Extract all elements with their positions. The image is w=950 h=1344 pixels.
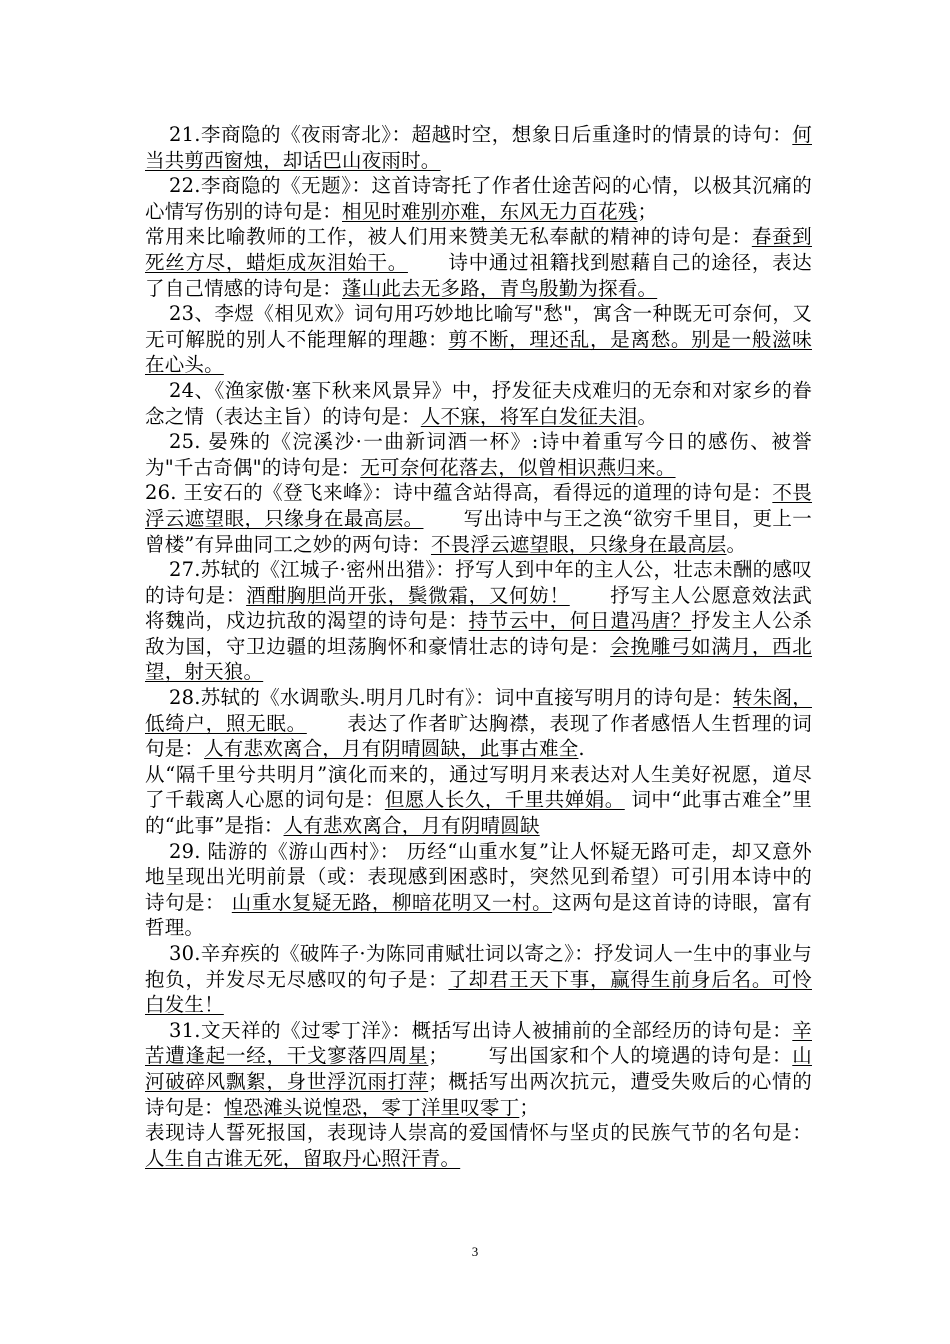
answer-text: 人不寐，将军白发征夫泪 <box>420 404 638 428</box>
question-text: 26. 王安石的《登飞来峰》：诗中蕴含站得高，看得远的道理的诗句是： <box>145 481 773 505</box>
answer-text: 了却君王天下事，赢得生前身后名。可怜白发生！ <box>145 967 812 1017</box>
page-number: 3 <box>471 1244 479 1259</box>
question-text: 。 <box>726 532 747 556</box>
paragraph <box>145 941 812 1018</box>
question-text: 22.李商隐的《无题》：这首诗寄托了作者仕途苦闷的心情，以极其沉痛的心情写伤别的诗句是： <box>145 174 812 223</box>
question-text: 31.文天祥的《过零丁洋》：概括写出诗人被捕前的全部经历的诗句是： <box>169 1018 793 1042</box>
question-text: 词中“此事古难全”里的“此事”是指： <box>145 788 812 838</box>
question-text: ； <box>519 1095 540 1119</box>
paragraph <box>145 1120 812 1171</box>
paragraph <box>145 173 812 224</box>
answer-text: 不畏浮云遮望眼，只缘身在最高层。 <box>145 481 813 530</box>
paragraph <box>145 1018 812 1120</box>
answer-text: 无可奈何花落去，似曾相识燕归来。 <box>360 455 676 479</box>
question-text: 25. 晏殊的《浣溪沙·一曲新词酒一杯》:诗中着重写今日的感伤、被誉为"千古奇偶"的诗句是： <box>145 430 812 479</box>
answer-text: 人生自古谁无死，留取丹心照汗青。 <box>145 1146 461 1170</box>
answer-text: 人有悲欢离合，月有阴晴圆缺，此事古难全 <box>204 737 579 761</box>
question-text: 常用来比喻教师的工作，被人们用来赞美无私奉献的精神的诗句是： <box>145 225 752 249</box>
question-text: 29. 陆游的《游山西村》： 历经“山重水复”让人怀疑无路可走，却又意外地呈现出光明前景（或：表现感到困惑时，突然见到希望）可引用本诗中的诗句是： <box>145 839 812 914</box>
question-text: 表达了作者旷达胸襟，表现了作者感悟人生哲理的词句是： <box>145 711 812 761</box>
answer-text: 但愿人长久，千里共婵娟。 <box>384 788 625 812</box>
question-text: 写出国家和个人的境遇的诗句是： <box>488 1044 793 1068</box>
answer-text: 人有悲欢离合，月有阴晴圆缺 <box>283 814 540 838</box>
answer-text: 会挽雕弓如满月，西北望，射天狼。 <box>145 634 812 684</box>
answer-text: 转朱阁，低绮户，照无眠。 <box>145 686 812 735</box>
question-text: 抒写主人公愿意效法武将魏尚，戍边抗敌的渴望的诗句是： <box>145 583 812 633</box>
answer-text: 酒酣胸胆尚开张，鬓微霜，又何妨！ <box>246 583 570 607</box>
answer-text: 惶恐滩头说惶恐，零丁洋里叹零丁 <box>223 1095 520 1119</box>
paragraph <box>145 224 812 301</box>
answer-text: 剪不断，理还乱，是离愁。别是一般滋味在心头。 <box>145 327 812 377</box>
question-text: 28.苏轼的《水调歌头.明月几时有》：词中直接写明月的诗句是： <box>169 686 733 710</box>
paragraph <box>145 301 812 378</box>
paragraph <box>145 480 812 557</box>
question-text: ；概括写出两次抗元，遭受失败后的心情的诗句是： <box>145 1069 812 1119</box>
question-text: . <box>578 737 585 761</box>
question-text: 表现诗人誓死报国，表现诗人崇高的爱国情怀与坚贞的民族气节的名句是： <box>145 1121 812 1145</box>
paragraph <box>145 685 812 762</box>
paragraph <box>145 378 812 429</box>
answer-text: 辛苦遭逢起一经，干戈寥落四周星 <box>145 1018 812 1068</box>
document-body <box>145 122 812 1171</box>
question-text: 24、《渔家傲·塞下秋来风景异》中，抒发征夫戍难归的无奈和对家乡的眷念之情（表达主旨）的诗句是： <box>145 378 812 428</box>
question-text: 23、李煜《相见欢》词句用巧妙地比喻写"愁"，寓含一种既无可奈何，又无可解脱的别人不能理解的理趣： <box>145 302 812 351</box>
answer-text: 持节云中，何日遣冯唐？ <box>468 609 692 633</box>
question-text: 抒发主人公杀敌为国，守卫边疆的坦荡胸怀和豪情壮志的诗句是： <box>145 609 813 658</box>
question-text: 。 <box>637 404 658 428</box>
question-text: ； <box>637 199 658 223</box>
question-text: ； <box>428 1044 449 1068</box>
answer-text: 春蚕到死丝方尽，蜡炬成灰泪始干。 <box>145 225 812 274</box>
question-text: 这两句是这首诗的诗眼，富有哲理。 <box>145 890 813 940</box>
paragraph <box>145 429 812 480</box>
question-text: 从“隔千里兮共明月”演化而来的，通过写明月来表达对人生美好祝愿，道尽了千载离人心愿的词句是： <box>145 762 812 812</box>
answer-text: 相见时难别亦难，东风无力百花残 <box>342 199 638 223</box>
paragraph <box>145 762 812 839</box>
answer-text: 蓬山此去无多路，青鸟殷勤为探看。 <box>342 276 658 300</box>
question-text: 21.李商隐的《夜雨寄北》：超越时空，想象日后重逢时的情景的诗句： <box>169 123 793 146</box>
question-text: 写出诗中与王之涣“欲穷千里目，更上一曾楼”有异曲同工之妙的两句诗： <box>145 506 812 556</box>
question-text: 27.苏轼的《江城子·密州出猎》：抒写人到中年的主人公，壮志未酬的感叹的诗句是： <box>145 558 812 607</box>
answer-text: 何当共剪西窗烛，却话巴山夜雨时。 <box>145 123 812 172</box>
answer-text: 山河破碎风飘絮，身世浮沉雨打萍 <box>145 1044 812 1093</box>
answer-text: 山重水复疑无路，柳暗花明又一村。 <box>231 890 553 914</box>
paragraph <box>145 839 812 941</box>
paragraph <box>145 557 812 685</box>
question-text: 诗中通过祖籍找到慰藉自己的途径，表达了自己情感的诗句是： <box>145 250 812 300</box>
answer-text: 不畏浮云遮望眼，只缘身在最高层 <box>430 532 727 556</box>
question-text: 30.辛弃疾的《破阵子·为陈同甫赋壮词以寄之》：抒发词人一生中的事业与抱负，并发尽无尽感叹的句子是： <box>145 942 812 991</box>
paragraph <box>145 122 812 173</box>
